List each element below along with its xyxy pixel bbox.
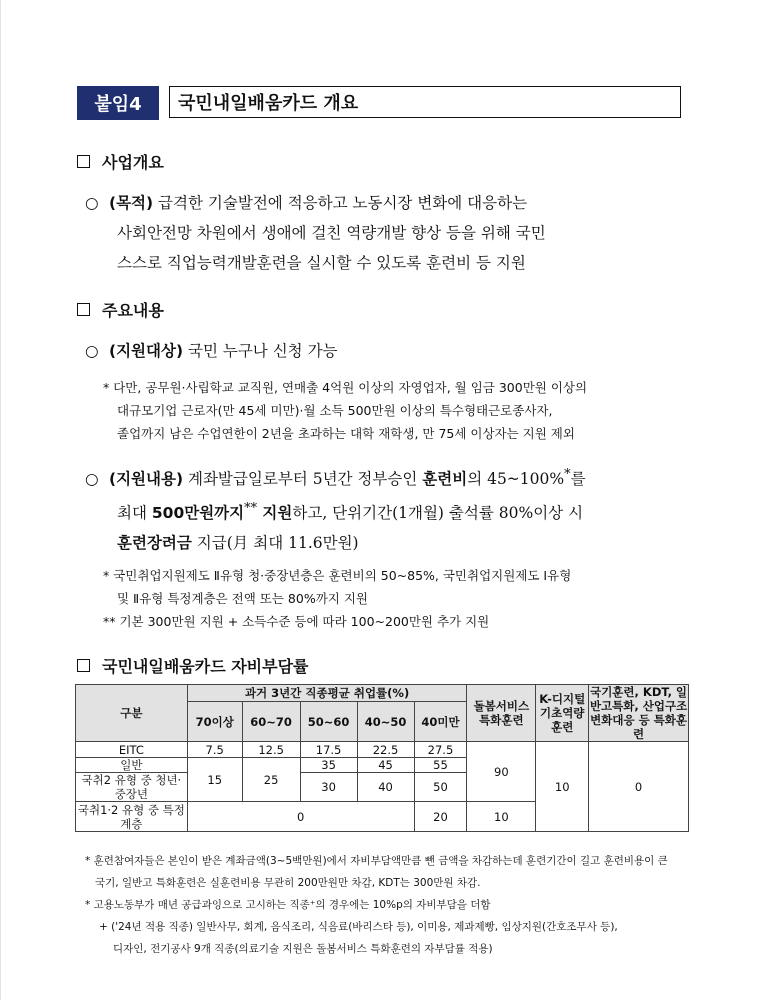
circle-bullet-icon: ○ (85, 342, 99, 360)
footnote-line: * 훈련참여자들은 본인이 받은 계좌금액(3~5백만원)에서 자비부담액만큼 뺀 금액을 차감하는데 훈련기간이 길고 훈련비용이 큰 (85, 855, 668, 867)
attachment-tag: 붙임4 (77, 86, 159, 120)
footnote-line: + ('24년 적용 직종) 일반사무, 회계, 음식조리, 식음료(바리스타 등), 이미용, 제과제빵, 임상지원(간호조무사 등), (99, 921, 618, 933)
content-text: 계좌발급일로부터 5년간 정부승인 (183, 470, 423, 489)
header-50-60: 50~60 (300, 702, 357, 742)
table-cell: 90 (467, 742, 536, 802)
attachment-header (77, 86, 681, 120)
note-line: ** 기본 300만원 지원 + 소득수준 등에 따라 100~200만원 추가 지원 (103, 614, 490, 629)
footnotes (85, 850, 668, 960)
table-cell: 22.5 (357, 742, 414, 758)
row-label: 국취2 유형 중 청년·중장년 (76, 773, 188, 802)
table-cell: 15 (187, 758, 242, 802)
section-heading-overview (77, 150, 164, 173)
row-label: 국취1·2 유형 중 특정 계층 (76, 802, 188, 832)
target-note (103, 376, 587, 445)
target-text: 국민 누구나 신청 가능 (183, 342, 338, 360)
section-heading-copay (77, 654, 309, 677)
header-group: 구분 (76, 685, 188, 742)
section-title: 국민내일배움카드 자비부담률 (102, 657, 309, 676)
header-care-training: 돌봄서비스 특화훈련 (467, 685, 536, 742)
table-cell: 50 (414, 773, 467, 802)
table-cell: 10 (536, 742, 589, 832)
copay-table (75, 684, 689, 832)
content-bold: 500만원까지 (151, 504, 245, 523)
header-national-training: 국기훈련, KDT, 일반고특화, 산업구조변화대응 등 특화훈련 (589, 685, 688, 741)
content-paragraph (85, 460, 586, 558)
header-kdigital: K-디지털 기초역량 훈련 (536, 685, 589, 742)
table-cell: 45 (357, 758, 414, 773)
square-bullet-icon (77, 303, 90, 316)
purpose-paragraph (85, 188, 546, 278)
table-cell: 20 (414, 802, 467, 832)
content-bold: 훈련장려금 (117, 534, 192, 553)
note-line: * 국민취업지원제도 Ⅱ유형 청·중장년층은 훈련비의 50~85%, 국민취업지원제도 Ⅰ유형 (103, 568, 572, 583)
content-note (103, 564, 571, 633)
circle-bullet-icon: ○ (85, 470, 99, 489)
header-40-50: 40~50 (357, 702, 414, 742)
target-label: (지원대상) (109, 342, 184, 360)
table-cell: 40 (357, 773, 414, 802)
table-cell: 10 (467, 802, 536, 832)
footnote-mark: * (564, 467, 571, 482)
purpose-text: 스스로 직업능력개발훈련을 실시할 수 있도록 훈련비 등 지원 (117, 254, 526, 272)
table-cell: 27.5 (414, 742, 467, 758)
note-line: 대규모기업 근로자(만 45세 미만)·월 소득 500만원 이상의 특수형태근로종사자, (117, 403, 553, 418)
footnote-line: * 고용노동부가 매년 공급과잉으로 고시하는 직종⁺의 경우에는 10%p의 자비부담을 더함 (85, 899, 491, 911)
footnote-mark: ** (244, 501, 258, 517)
table-cell: 0 (589, 742, 689, 832)
content-label: (지원내용) (109, 470, 184, 489)
header-employment-rate: 과거 3년간 직종평균 취업률(%) (187, 685, 467, 702)
purpose-label: (목적) (109, 194, 154, 212)
document-title: 국민내일배움카드 개요 (169, 86, 681, 118)
circle-bullet-icon: ○ (85, 194, 99, 212)
content-text: 를 (570, 470, 586, 489)
note-line: * 다만, 공무원·사립학교 교직원, 연매출 4억원 이상의 자영업자, 월 임금 300만원 이상의 (103, 380, 588, 395)
table-cell: 0 (187, 802, 414, 832)
square-bullet-icon (77, 155, 90, 168)
section-heading-main (77, 298, 164, 321)
table-cell: 35 (300, 758, 357, 773)
content-bold: 지원 (257, 504, 293, 523)
content-text: 지급(月 최대 11.6만원) (191, 534, 359, 553)
purpose-text: 급격한 기술발전에 적응하고 노동시장 변화에 대응하는 (153, 194, 528, 212)
row-label: 일반 (76, 758, 188, 773)
header-under-40: 40미만 (414, 702, 467, 742)
purpose-text: 사회안전망 차원에서 생애에 걸친 역량개발 향상 등을 위해 국민 (117, 224, 546, 242)
square-bullet-icon (77, 659, 90, 672)
content-text: 최대 (117, 504, 152, 523)
target-paragraph (85, 336, 338, 366)
table-cell: 55 (414, 758, 467, 773)
section-title: 사업개요 (102, 153, 164, 172)
table-cell: 17.5 (300, 742, 357, 758)
note-line: 및 Ⅱ유형 특정계층은 전액 또는 80%까지 지원 (117, 591, 368, 606)
content-text: 하고, 단위기간(1개월) 출석률 80%이상 시 (292, 504, 584, 523)
section-title: 주요내용 (102, 301, 164, 320)
header-60-70: 60~70 (242, 702, 300, 742)
note-line: 졸업까지 남은 수업연한이 2년을 초과하는 대학 재학생, 만 75세 이상자는 지원 제외 (117, 426, 575, 441)
row-label: EITC (76, 742, 188, 758)
content-bold: 훈련비 (422, 470, 468, 489)
footnote-line: 디자인, 전기공사 9개 직종(의료기술 지원은 돌봄서비스 특화훈련의 자부담률 적용) (113, 943, 493, 955)
table-cell: 12.5 (242, 742, 300, 758)
footnote-line: 국기, 일반고 특화훈련은 실훈련비용 무관히 200만원만 차감, KDT는 300만원 차감. (95, 877, 481, 889)
table-cell: 7.5 (187, 742, 242, 758)
table-cell: 30 (300, 773, 357, 802)
header-70-plus: 70이상 (187, 702, 242, 742)
table-row (76, 742, 689, 758)
content-text: 의 45~100% (467, 470, 565, 489)
table-cell: 25 (242, 758, 300, 802)
